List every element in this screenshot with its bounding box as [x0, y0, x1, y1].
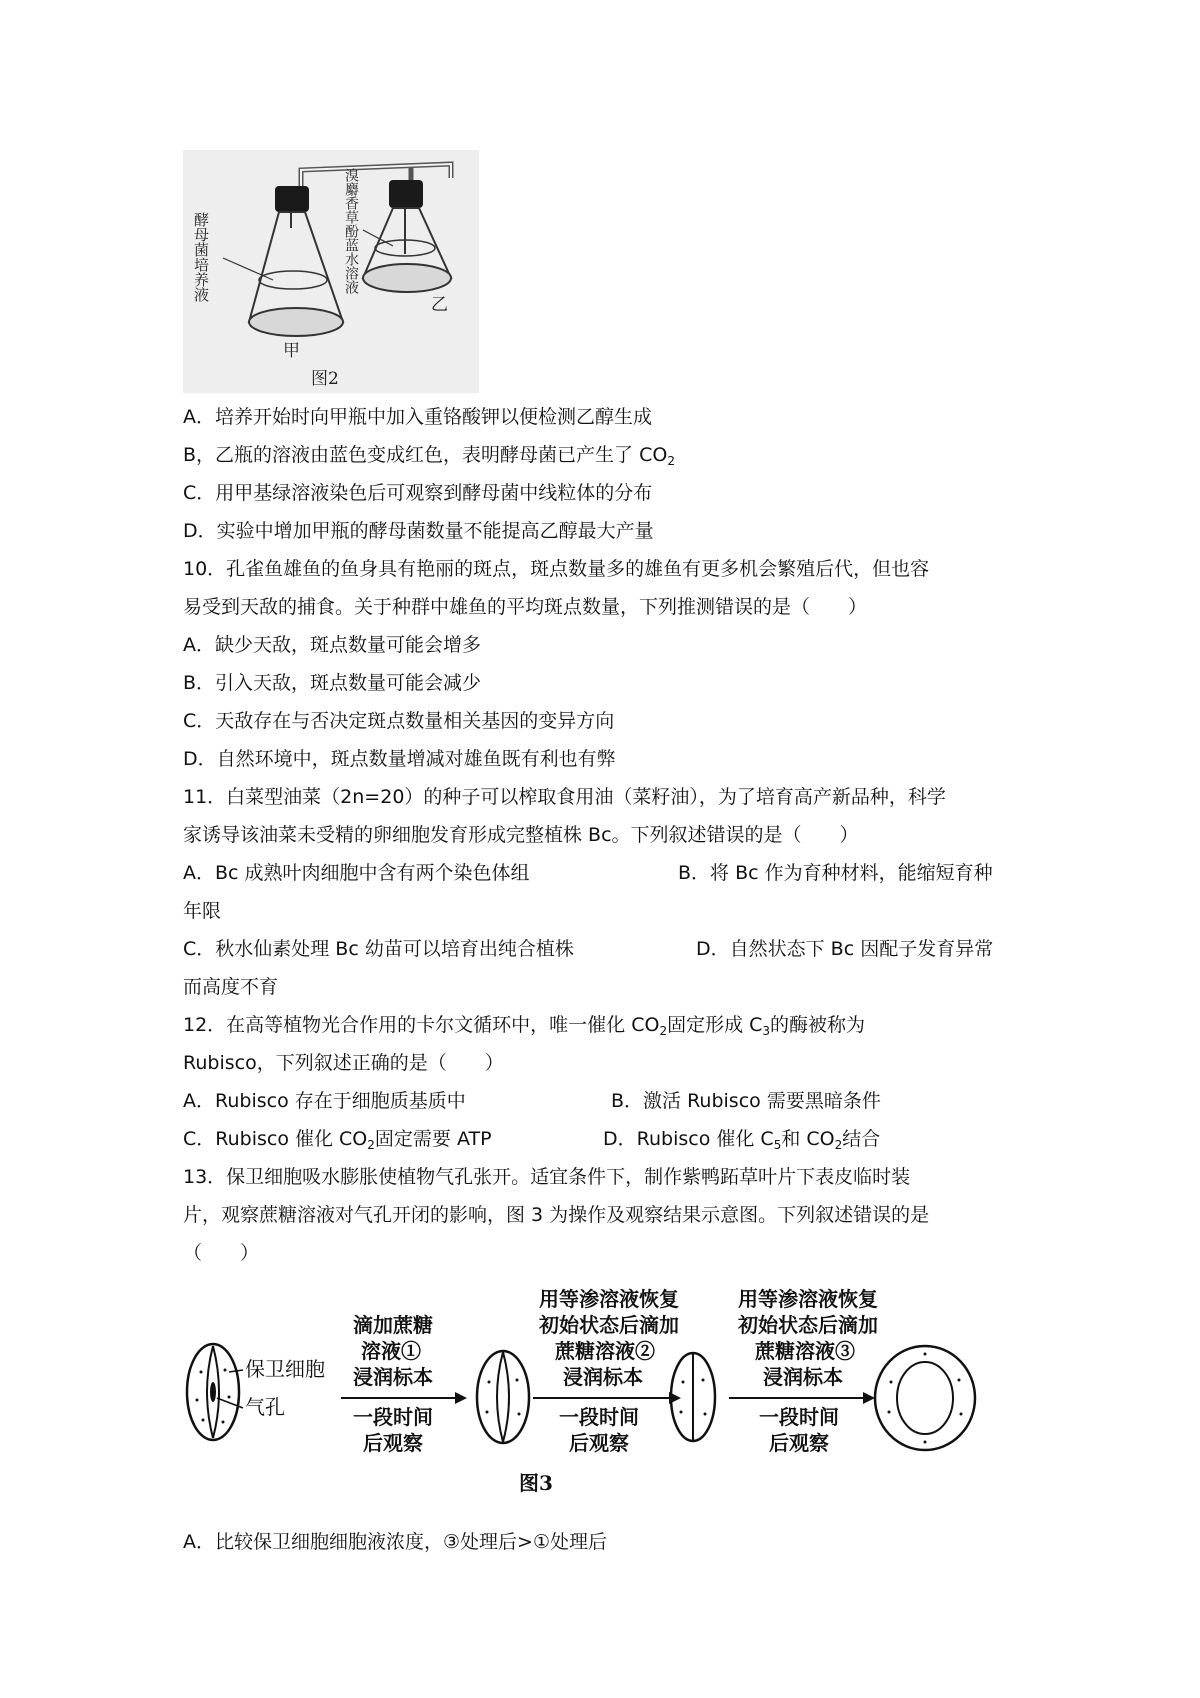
- q10-option-a: A．缺少天敌，斑点数量可能会增多: [183, 634, 481, 656]
- q12-option-c: [183, 1125, 492, 1159]
- q11-stem-line1: 11．白菜型油菜（2n=20）的种子可以榨取食用油（菜籽油），为了培育高产新品种，科学: [183, 786, 946, 808]
- subscript: 3: [762, 1024, 771, 1038]
- figure-2: [183, 150, 479, 393]
- step2-after-line2: 后观察: [569, 1431, 629, 1455]
- q10-stem-line1: 10．孔雀鱼雄鱼的鱼身具有艳丽的斑点，斑点数量多的雄鱼有更多机会繁殖后代，但也容: [183, 558, 930, 580]
- q11-option-d-cont: 而高度不育: [183, 976, 279, 998]
- q10-option-d: D．自然环境中，斑点数量增减对雄鱼既有利也有弊: [183, 748, 616, 770]
- step3-after-line1: 一段时间: [759, 1405, 839, 1429]
- step2-line1: 用等渗溶液恢复: [539, 1287, 679, 1311]
- q12-stem-part3: 的酶被称为: [770, 1014, 866, 1036]
- q12-option-c-part2: 固定需要 ATP: [374, 1128, 492, 1150]
- q12-option-d-part3: 结合: [842, 1128, 881, 1150]
- q12-option-c-part1: C．Rubisco 催化 CO: [183, 1128, 368, 1150]
- subscript: 2: [367, 1138, 375, 1152]
- label-stomatal-pore: 气孔: [245, 1395, 285, 1419]
- step1-after-line1: 一段时间: [353, 1405, 433, 1429]
- q11-option-d: D．自然状态下 Bc 因配子发育异常: [696, 938, 994, 960]
- subscript: 2: [667, 454, 675, 468]
- q13-option-a: A．比较保卫细胞细胞液浓度，③处理后>①处理后: [183, 1531, 607, 1553]
- q9-option-a: A．培养开始时向甲瓶中加入重铬酸钾以便检测乙醇生成: [183, 406, 652, 428]
- q12-option-b: B．激活 Rubisco 需要黑暗条件: [611, 1090, 881, 1112]
- q12-stem-line2: Rubisco，下列叙述正确的是（ ）: [183, 1052, 504, 1074]
- step3-line3: 蔗糖溶液③: [755, 1339, 855, 1363]
- step2-line2: 初始状态后滴加: [539, 1313, 679, 1337]
- q11-option-b-cont: 年限: [183, 900, 222, 922]
- subscript: 5: [773, 1138, 782, 1152]
- q13-stem-line2: 片，观察蔗糖溶液对气孔开闭的影响，图 3 为操作及观察结果示意图。下列叙述错误的是: [183, 1204, 930, 1226]
- label-jia: 甲: [283, 341, 300, 361]
- q11-stem-line2: 家诱导该油菜未受精的卵细胞发育形成完整植株 Bc。下列叙述错误的是（ ）: [183, 824, 859, 846]
- q12-option-d-part1: D．Rubisco 催化 C: [603, 1128, 774, 1150]
- q12-option-d-part2: 和 CO: [781, 1128, 835, 1150]
- q11-option-a: A．Bc 成熟叶肉细胞中含有两个染色体组: [183, 862, 530, 884]
- figure-3-caption: 图3: [519, 1471, 553, 1495]
- step2-line4: 浸润标本: [563, 1365, 643, 1389]
- q12-stem-line1: [183, 1011, 865, 1045]
- flask-jia-label: 酵母菌培养液: [192, 212, 210, 302]
- q10-option-c: C．天敌存在与否决定斑点数量相关基因的变异方向: [183, 710, 615, 732]
- q9-option-b-text: B，乙瓶的溶液由蓝色变成红色，表明酵母菌已产生了 CO: [183, 444, 668, 466]
- q9-option-b: [183, 441, 675, 475]
- step3-line2: 初始状态后滴加: [738, 1313, 878, 1337]
- figure-2-caption: 图2: [311, 369, 339, 389]
- step1-after-line2: 后观察: [363, 1431, 423, 1455]
- q12-stem-part2: 固定形成 C: [667, 1014, 763, 1036]
- q12-option-a: A．Rubisco 存在于细胞质基质中: [183, 1090, 466, 1112]
- step3-line1: 用等渗溶液恢复: [738, 1287, 878, 1311]
- q10-stem-line2: 易受到天敌的捕食。关于种群中雄鱼的平均斑点数量，下列推测错误的是（ ）: [183, 596, 868, 618]
- step3-after-line2: 后观察: [769, 1431, 829, 1455]
- q13-stem-line3: （ ）: [183, 1242, 260, 1264]
- q11-option-b: B．将 Bc 作为育种材料，能缩短育种: [678, 862, 993, 884]
- step1-line1: 滴加蔗糖: [353, 1313, 433, 1337]
- subscript: 2: [834, 1138, 843, 1152]
- q12-option-d: [603, 1125, 880, 1159]
- label-guard-cell: 保卫细胞: [245, 1357, 325, 1381]
- flask-yi-label: 溴麝香草酚蓝水溶液: [343, 168, 359, 294]
- q11-option-c: C．秋水仙素处理 Bc 幼苗可以培育出纯合植株: [183, 938, 574, 960]
- step2-line3: 蔗糖溶液②: [555, 1339, 655, 1363]
- q9-option-c: C．用甲基绿溶液染色后可观察到酵母菌中线粒体的分布: [183, 482, 653, 504]
- q9-option-d: D．实验中增加甲瓶的酵母菌数量不能提高乙醇最大产量: [183, 520, 654, 542]
- step2-after-line1: 一段时间: [559, 1405, 639, 1429]
- step1-line2: 溶液①: [361, 1339, 421, 1363]
- q12-stem-part1: 12．在高等植物光合作用的卡尔文循环中，唯一催化 CO: [183, 1014, 660, 1036]
- q13-stem-line1: 13．保卫细胞吸水膨胀使植物气孔张开。适宜条件下，制作紫鸭跖草叶片下表皮临时装: [183, 1166, 911, 1188]
- q10-option-b: B．引入天敌，斑点数量可能会减少: [183, 672, 482, 694]
- step3-line4: 浸润标本: [763, 1365, 843, 1389]
- subscript: 2: [659, 1024, 668, 1038]
- label-yi: 乙: [431, 295, 448, 315]
- figure-3: [183, 1272, 1033, 1504]
- step1-line3: 浸润标本: [353, 1365, 433, 1389]
